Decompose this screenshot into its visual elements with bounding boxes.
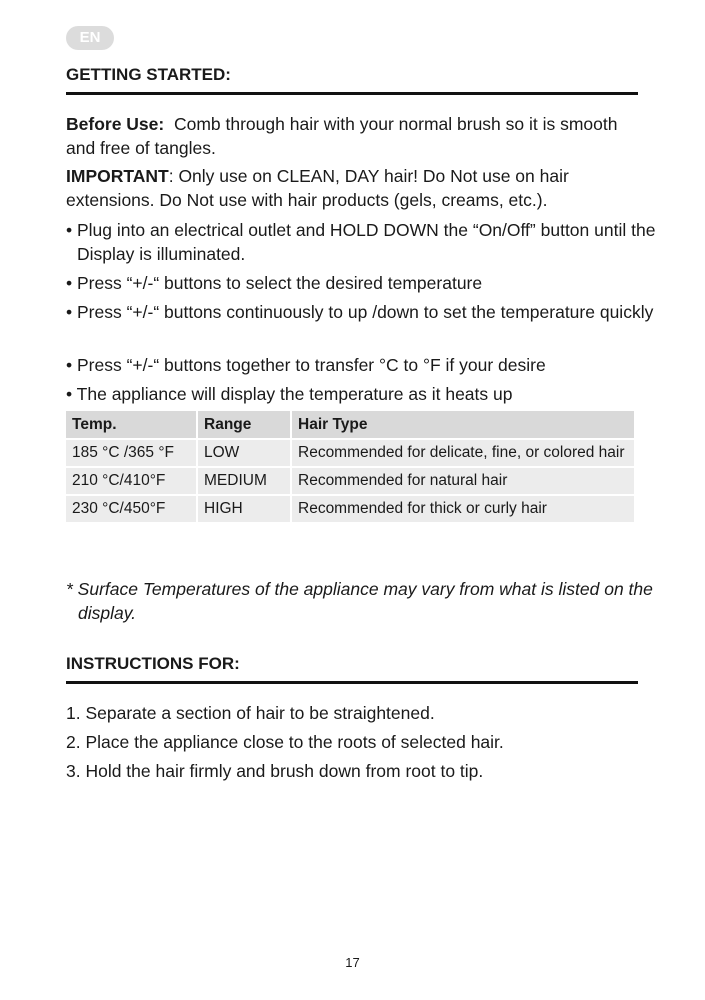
temp-cell: 210 °C/410°F <box>66 468 196 496</box>
bullet-item: • Press “+/-“ buttons together to transfer °C to °F if your desire <box>66 355 546 375</box>
table-header-temp: Temp. <box>66 411 196 440</box>
table-header-row <box>66 411 634 440</box>
table-row <box>66 496 634 524</box>
temp-cell: 230 °C/450°F <box>66 496 196 524</box>
temp-cell: 185 °C /365 °F <box>66 440 196 468</box>
page-number: 17 <box>345 955 360 970</box>
range-cell: HIGH <box>198 496 290 524</box>
instruction-step: 3. Hold the hair firmly and brush down from root to tip. <box>66 761 484 781</box>
table-row <box>66 440 634 468</box>
instruction-step: 1. Separate a section of hair to be straightened. <box>66 703 435 723</box>
temperature-table <box>64 411 636 524</box>
important-paragraph <box>66 164 646 212</box>
getting-started-heading: GETTING STARTED: <box>66 65 231 84</box>
important-label: IMPORTANT <box>66 166 169 186</box>
language-badge: EN <box>66 26 114 50</box>
heading-rule <box>66 92 638 95</box>
hair-type-cell: Recommended for thick or curly hair <box>292 496 634 524</box>
before-use-paragraph <box>66 112 646 160</box>
range-cell: LOW <box>198 440 290 468</box>
table-row <box>66 468 634 496</box>
bullet-item: • Press “+/-“ buttons to select the desired temperature <box>66 273 483 293</box>
before-use-label: Before Use: <box>66 114 165 134</box>
hair-type-cell: Recommended for natural hair <box>292 468 634 496</box>
hair-type-cell: Recommended for delicate, fine, or colored hair <box>292 440 634 468</box>
table-header-hair-type: Hair Type <box>292 411 634 440</box>
bullet-item: • Press “+/-“ buttons continuously to up /down to set the temperature quickly <box>66 302 654 322</box>
bullet-item: • Plug into an electrical outlet and HOLD DOWN the “On/Off” button until the Display is illuminated. <box>66 220 656 264</box>
before-use-text: Comb through hair with your normal brush so it is smooth and free of tangles. <box>66 114 618 158</box>
important-text: : Only use on CLEAN, DAY hair! Do Not use on hair extensions. Do Not use with hair products (gels, creams, etc.). <box>66 166 569 210</box>
instruction-step: 2. Place the appliance close to the roots of selected hair. <box>66 732 504 752</box>
instructions-heading: INSTRUCTIONS FOR: <box>66 654 240 673</box>
surface-temperature-note: * Surface Temperatures of the appliance may vary from what is listed on the display. <box>66 579 653 623</box>
table-header-range: Range <box>198 411 290 440</box>
bullet-item: • The appliance will display the temperature as it heats up <box>66 384 513 404</box>
heading-rule <box>66 681 638 684</box>
range-cell: MEDIUM <box>198 468 290 496</box>
